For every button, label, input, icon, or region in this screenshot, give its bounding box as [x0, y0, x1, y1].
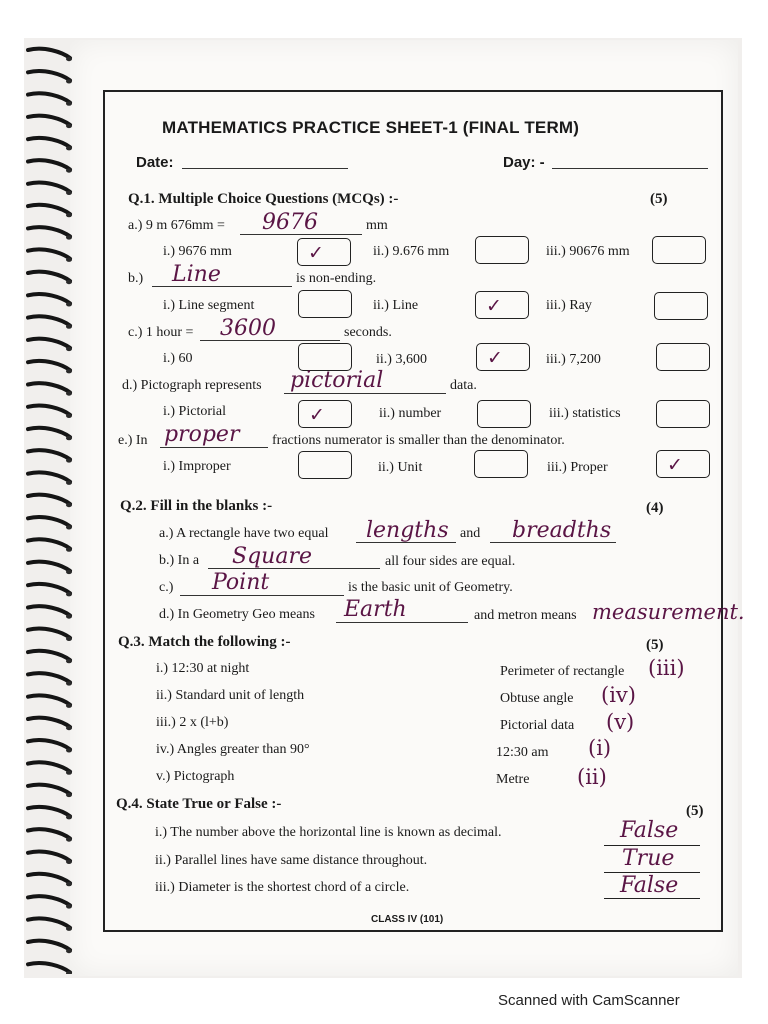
q1c-checkbox-2[interactable]	[476, 343, 530, 371]
spiral-ring	[28, 785, 70, 794]
spiral-ring	[28, 450, 70, 459]
q2a-connector: and	[460, 526, 481, 541]
q3-right-5: Metre	[496, 772, 530, 787]
q1a-suffix: mm	[366, 218, 388, 233]
spiral-ring	[28, 584, 70, 593]
q3-answer-2: (iv)	[601, 683, 636, 707]
punch-hole	[66, 837, 72, 841]
punch-hole	[66, 503, 72, 507]
punch-hole	[66, 726, 72, 730]
q3-answer-1: (iii)	[648, 656, 685, 680]
q2d-answer-1: Earth	[344, 597, 407, 622]
spiral-ring	[28, 651, 70, 660]
spiral-ring	[28, 383, 70, 392]
q4-answer-1: False	[620, 818, 679, 843]
q1a-option-3: iii.) 90676 mm	[546, 244, 630, 259]
q1e-answer: proper	[164, 422, 240, 447]
q1e-checkbox-3[interactable]	[656, 450, 710, 478]
q1e-checkbox-2[interactable]	[474, 450, 528, 478]
q3-right-3: Pictorial data	[500, 718, 575, 733]
q1b-checkbox-1[interactable]	[298, 290, 352, 318]
q2b-answer: Square	[232, 544, 312, 569]
spiral-ring	[28, 629, 70, 638]
spiral-ring	[28, 562, 70, 571]
q2d-connector: and metron means	[474, 608, 577, 623]
day-label: Day: -	[503, 154, 545, 171]
punch-hole	[66, 927, 72, 931]
q1-heading: Q.1. Multiple Choice Questions (MCQs) :-	[128, 191, 399, 207]
q4-answer-2: True	[622, 846, 675, 871]
q1d-option-3: iii.) statistics	[549, 406, 621, 421]
q1b-checkbox-2[interactable]	[475, 291, 529, 319]
q4-blank-3	[604, 898, 700, 899]
q1e-option-2: ii.) Unit	[378, 460, 423, 475]
date-label: Date:	[136, 154, 174, 171]
punch-hole	[66, 815, 72, 819]
q1c-answer: 3600	[220, 316, 276, 341]
q1b-suffix: is non-ending.	[296, 271, 377, 286]
q1b-option-1: i.) Line segment	[163, 298, 255, 313]
punch-hole	[66, 525, 72, 529]
q1a-option-2: ii.) 9.676 mm	[373, 244, 450, 259]
q1b-option-3: iii.) Ray	[546, 298, 592, 313]
punch-hole	[66, 659, 72, 663]
spiral-ring	[28, 673, 70, 682]
spiral-ring	[28, 695, 70, 704]
q2c-prompt: c.)	[159, 580, 174, 595]
punch-hole	[66, 860, 72, 864]
q2d-blank	[336, 622, 468, 623]
spiral-ring	[28, 829, 70, 838]
page-title: MATHEMATICS PRACTICE SHEET-1 (FINAL TERM)	[162, 118, 580, 137]
q2-marks: (4)	[646, 500, 664, 516]
tick-icon: ✓	[309, 404, 325, 426]
q1c-checkbox-3[interactable]	[656, 343, 710, 371]
q1c-suffix: seconds.	[344, 325, 392, 340]
q3-left-2: ii.) Standard unit of length	[156, 688, 305, 703]
punch-hole	[66, 191, 72, 195]
q1c-option-3: iii.) 7,200	[546, 352, 601, 367]
q3-left-3: iii.) 2 x (l+b)	[156, 715, 229, 730]
punch-hole	[66, 704, 72, 708]
day-blank	[552, 168, 708, 169]
q3-right-2: Obtuse angle	[500, 691, 574, 706]
spiral-ring	[28, 361, 70, 370]
q1d-option-2: ii.) number	[379, 406, 442, 421]
q1d-blank	[284, 393, 446, 394]
punch-hole	[66, 302, 72, 306]
q3-heading: Q.3. Match the following :-	[118, 634, 291, 650]
q1d-option-1: i.) Pictorial	[163, 404, 226, 419]
q1e-option-1: i.) Improper	[163, 459, 231, 474]
spiral-ring	[28, 249, 70, 258]
spiral-ring	[28, 807, 70, 816]
q3-left-5: v.) Pictograph	[156, 769, 235, 784]
q1c-prompt: c.) 1 hour =	[128, 325, 194, 340]
q2-heading: Q.2. Fill in the blanks :-	[120, 498, 273, 514]
spiral-ring	[28, 740, 70, 749]
tick-icon: ✓	[486, 295, 502, 317]
spiral-ring	[28, 896, 70, 905]
q1e-suffix: fractions numerator is smaller than the denominator.	[272, 433, 565, 448]
punch-hole	[66, 481, 72, 485]
punch-hole	[66, 882, 72, 886]
spiral-ring	[28, 93, 70, 102]
punch-hole	[66, 770, 72, 774]
q3-marks: (5)	[646, 637, 664, 653]
punch-hole	[66, 235, 72, 239]
punch-hole	[66, 79, 72, 83]
spiral-ring	[28, 71, 70, 80]
tick-icon: ✓	[308, 242, 324, 264]
spiral-ring	[28, 941, 70, 950]
q1c-option-1: i.) 60	[163, 351, 193, 366]
q1a-checkbox-2[interactable]	[475, 236, 529, 264]
q1a-prompt: a.) 9 m 676mm =	[128, 218, 225, 233]
spiral-ring	[28, 874, 70, 883]
punch-hole	[66, 592, 72, 596]
q1c-checkbox-1[interactable]	[298, 343, 352, 371]
spiral-ring	[28, 227, 70, 236]
q1d-checkbox-1[interactable]	[298, 400, 352, 428]
q4-statement-1: i.) The number above the horizontal line is known as decimal.	[155, 825, 502, 840]
spiral-ring	[28, 49, 70, 58]
q1b-option-2: ii.) Line	[373, 298, 419, 313]
q1e-checkbox-1[interactable]	[298, 451, 352, 479]
tick-icon: ✓	[667, 454, 683, 476]
spiral-ring	[28, 406, 70, 415]
q1b-prompt: b.)	[128, 271, 144, 286]
spiral-ring	[28, 138, 70, 147]
spiral-ring	[28, 272, 70, 281]
spiral-ring	[28, 183, 70, 192]
q2c-answer: Point	[212, 570, 270, 595]
spiral-ring	[28, 918, 70, 927]
q1a-option-1: i.) 9676 mm	[163, 244, 232, 259]
q4-statement-3: iii.) Diameter is the shortest chord of a circle.	[155, 880, 410, 895]
q2c-blank	[180, 595, 344, 596]
q4-statement-2: ii.) Parallel lines have same distance throughout.	[155, 853, 428, 868]
spiral-ring	[28, 428, 70, 437]
punch-hole	[66, 213, 72, 217]
q1a-answer: 9676	[262, 210, 318, 235]
q1d-checkbox-2[interactable]	[477, 400, 531, 428]
spiral-ring	[28, 294, 70, 303]
punch-hole	[66, 280, 72, 284]
spiral-ring	[28, 762, 70, 771]
punch-hole	[66, 748, 72, 752]
punch-hole	[66, 547, 72, 551]
camscanner-watermark: Scanned with CamScanner	[498, 992, 680, 1009]
punch-hole	[66, 414, 72, 418]
punch-hole	[66, 391, 72, 395]
punch-hole	[66, 458, 72, 462]
punch-hole	[66, 614, 72, 618]
spiral-ring	[28, 205, 70, 214]
q3-answer-4: (i)	[588, 736, 612, 760]
spiral-ring	[28, 517, 70, 526]
q3-answer-5: (ii)	[577, 765, 607, 789]
q3-right-4: 12:30 am	[496, 745, 549, 760]
q1-marks: (5)	[650, 191, 668, 207]
q2a-answer-2: breadths	[512, 518, 612, 543]
q2d-prompt: d.) In Geometry Geo means	[159, 607, 315, 622]
spiral-ring	[28, 606, 70, 615]
q4-heading: Q.4. State True or False :-	[116, 796, 282, 812]
spiral-ring	[28, 718, 70, 727]
q3-left-4: iv.) Angles greater than 90°	[156, 742, 310, 757]
punch-hole	[66, 324, 72, 328]
spiral-ring	[28, 116, 70, 125]
punch-hole	[66, 793, 72, 797]
spiral-ring	[28, 963, 70, 972]
punch-hole	[66, 949, 72, 953]
q3-answer-3: (v)	[606, 710, 635, 734]
q1d-suffix: data.	[450, 378, 477, 393]
punch-hole	[66, 168, 72, 172]
q4-marks: (5)	[686, 803, 704, 819]
spiral-ring	[28, 539, 70, 548]
punch-hole	[66, 570, 72, 574]
punch-hole	[66, 57, 72, 61]
q2a-answer-1: lengths	[366, 518, 449, 543]
punch-hole	[66, 146, 72, 150]
punch-hole	[66, 637, 72, 641]
punch-hole	[66, 904, 72, 908]
q2b-suffix: all four sides are equal.	[385, 554, 516, 569]
punch-hole	[66, 124, 72, 128]
q1e-blank	[160, 447, 268, 448]
q1e-prompt: e.) In	[118, 433, 148, 448]
spiral-ring	[28, 852, 70, 861]
spiral-ring	[28, 160, 70, 169]
punch-hole	[66, 436, 72, 440]
punch-hole	[66, 347, 72, 351]
q1d-prompt: d.) Pictograph represents	[122, 378, 262, 393]
q2b-prompt: b.) In a	[159, 553, 200, 568]
q1d-answer: pictorial	[290, 368, 384, 393]
punch-hole	[66, 258, 72, 262]
spiral-ring	[28, 339, 70, 348]
q1b-checkbox-3[interactable]	[654, 292, 708, 320]
date-blank	[182, 168, 348, 169]
q1d-checkbox-3[interactable]	[656, 400, 710, 428]
punch-hole	[66, 369, 72, 373]
q2a-prompt: a.) A rectangle have two equal	[159, 526, 329, 541]
spiral-ring	[28, 495, 70, 504]
q1a-checkbox-1[interactable]	[297, 238, 351, 266]
q3-left-1: i.) 12:30 at night	[156, 661, 250, 676]
punch-hole	[66, 681, 72, 685]
q4-answer-3: False	[620, 873, 679, 898]
q1c-option-2: ii.) 3,600	[376, 352, 427, 367]
punch-hole	[66, 101, 72, 105]
q1a-checkbox-3[interactable]	[652, 236, 706, 264]
spiral-binding	[26, 44, 76, 974]
spiral-ring	[28, 316, 70, 325]
class-label: CLASS IV (101)	[371, 914, 444, 925]
q2c-suffix: is the basic unit of Geometry.	[348, 580, 513, 595]
q1b-answer: Line	[172, 262, 221, 287]
q1e-option-3: iii.) Proper	[547, 460, 608, 475]
q2d-answer-2: measurement.	[592, 600, 745, 624]
spiral-ring	[28, 472, 70, 481]
tick-icon: ✓	[487, 347, 503, 369]
q3-right-1: Perimeter of rectangle	[500, 664, 625, 679]
